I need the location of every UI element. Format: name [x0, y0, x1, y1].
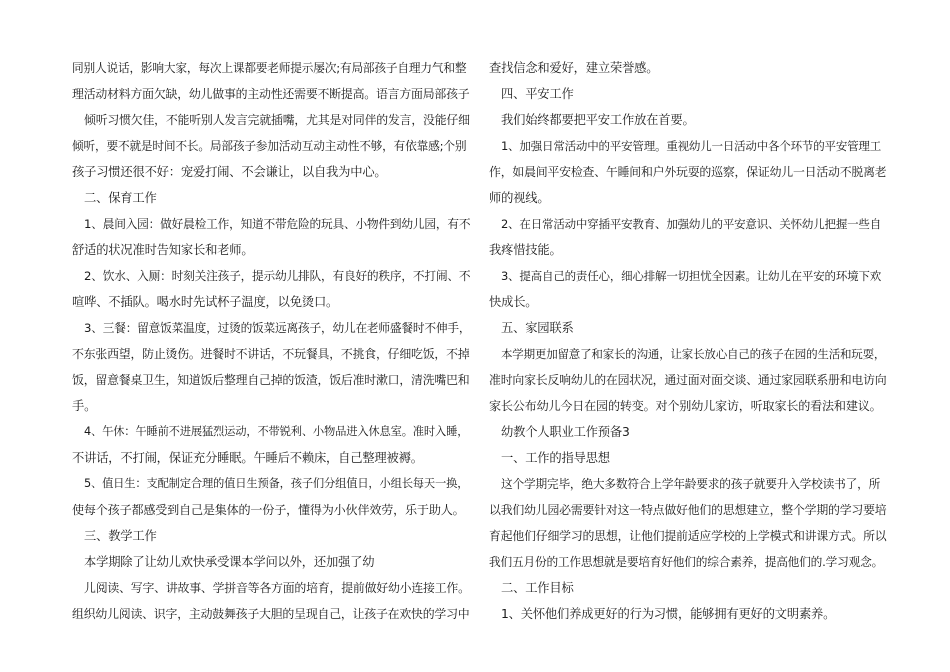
text-line: 本学期更加留意了和家长的沟通，让家长放心自己的孩子在园的生活和玩耍， [501, 347, 886, 361]
text-line: 孩子习惯还很不好：宠爱打闹、不会谦让，以自我为中心。 [72, 165, 387, 179]
document-title: 幼教个人职业工作预备3 [501, 425, 630, 439]
text-line: 3、提高自己的责任心，细心排解一切担忧全因素。让幼儿在平安的环境下欢 [501, 269, 882, 283]
text-line: 准时向家长反响幼儿的在园状况，通过面对面交谈、通过家园联系册和电访向 [489, 373, 887, 387]
text-line: 饭，留意餐桌卫生，知道饭后整理自己掉的饭渣，饭后准时漱口，清洗嘴巴和 [72, 373, 470, 387]
text-line: 不东张西望，防止烫伤。进餐时不讲话，不玩餐具，不挑食，仔细吃饭，不掉 [72, 347, 470, 361]
text-line: 2、在日常活动中穿插平安教育、加强幼儿的平安意识、关怀幼儿把握一些自 [501, 217, 882, 231]
text-line: 1、晨间入园：做好晨检工作，知道不带危险的玩具、小物件到幼儿园，有不 [84, 217, 471, 231]
text-line: 查找信念和爱好，建立荣誉感。 [489, 61, 659, 75]
text-line: 不讲话，不打闹，保证充分睡眠。午睡后不赖床，自己整理被褥。 [72, 451, 423, 465]
text-line: 喧哗、不插队。喝水时先试杯子温度，以免烫口。 [72, 295, 339, 309]
text-line: 同别人说话，影响大家，每次上课都要老师提示屡次;有局部孩子自理力气和整 [72, 61, 467, 75]
text-line: 师的视线。 [489, 191, 550, 205]
section-heading: 二、工作目标 [501, 581, 574, 595]
text-line: 育起他们仔细学习的思想，让他们提前适应学校的上学模式和讲课方式。所以 [489, 529, 887, 543]
text-line: 本学期除了让幼儿欢快承受课本学问以外，还加强了幼 [84, 555, 375, 569]
text-line: 这个学期完毕，绝大多数符合上学年龄要求的孩子就要升入学校读书了，所 [501, 477, 881, 491]
text-line: 我疼惜技能。 [489, 243, 562, 257]
text-line: 舒适的状况准时告知家长和老师。 [72, 243, 254, 257]
text-line: 儿阅读、写字、讲故事、学拼音等各方面的培育，提前做好幼小连接工作。 [84, 581, 470, 595]
section-heading: 二、保育工作 [84, 191, 157, 205]
text-line: 2、饮水、入厕：时刻关注孩子，提示幼儿排队，有良好的秩序，不打闹、不 [84, 269, 471, 283]
text-line: 倾听习惯欠佳，不能听别人发言完就插嘴，尤其是对同伴的发言，没能仔细 [84, 113, 470, 127]
text-line: 理活动材料方面欠缺，幼儿做事的主动性还需要不断提高。语言方面局部孩子 [72, 87, 470, 101]
text-line: 我们五月份的工作思想就是要培育好他们的综合素养，提高他们的.学习观念。 [489, 555, 884, 569]
section-heading: 五、家园联系 [501, 321, 574, 335]
text-line: 家长公布幼儿今日在园的转变。对个别幼儿家访，听取家长的看法和建议。 [489, 399, 882, 413]
text-line: 使每个孩子都感受到自己是集体的一份子，懂得为小伙伴效劳，乐于助人。 [72, 503, 465, 517]
text-line: 我们始终都要把平安工作放在首要。 [501, 113, 695, 127]
text-line: 5、值日生：支配制定合理的值日生预备，孩子们分组值日，小组长每天一换， [84, 477, 469, 490]
text-line: 快成长。 [489, 295, 538, 309]
text-line: 作，如晨间平安检查、午睡间和户外玩耍的巡察，保证幼儿一日活动不脱离老 [489, 165, 887, 179]
text-line: 4、午休：午睡前不进展猛烈运动，不带锐利、小物品进入休息室。准时入睡， [84, 425, 469, 438]
text-line: 以我们幼儿园必需要针对这一特点做好他们的思想建立，整个学期的学习要培 [489, 503, 887, 517]
section-heading: 四、平安工作 [501, 87, 574, 101]
text-line: 手。 [72, 399, 97, 413]
text-line: 组织幼儿阅读、识字，主动鼓舞孩子大胆的呈现自己，让孩子在欢快的学习中 [72, 607, 470, 621]
text-line: 1、关怀他们养成更好的行为习惯，能够拥有更好的文明素养。 [501, 607, 836, 621]
section-heading: 一、工作的指导思想 [501, 451, 610, 465]
text-line: 3、三餐：留意饭菜温度，过烫的饭菜远离孩子，幼儿在老师盛餐时不伸手， [84, 321, 471, 335]
text-line: 倾听，要不就是时间不长。局部孩子参加活动互动主动性不够，有依靠感;个别 [72, 139, 467, 153]
section-heading: 三、教学工作 [84, 529, 157, 543]
text-line: 1、加强日常活动中的平安管理。重视幼儿一日活动中各个环节的平安管理工 [501, 139, 882, 153]
